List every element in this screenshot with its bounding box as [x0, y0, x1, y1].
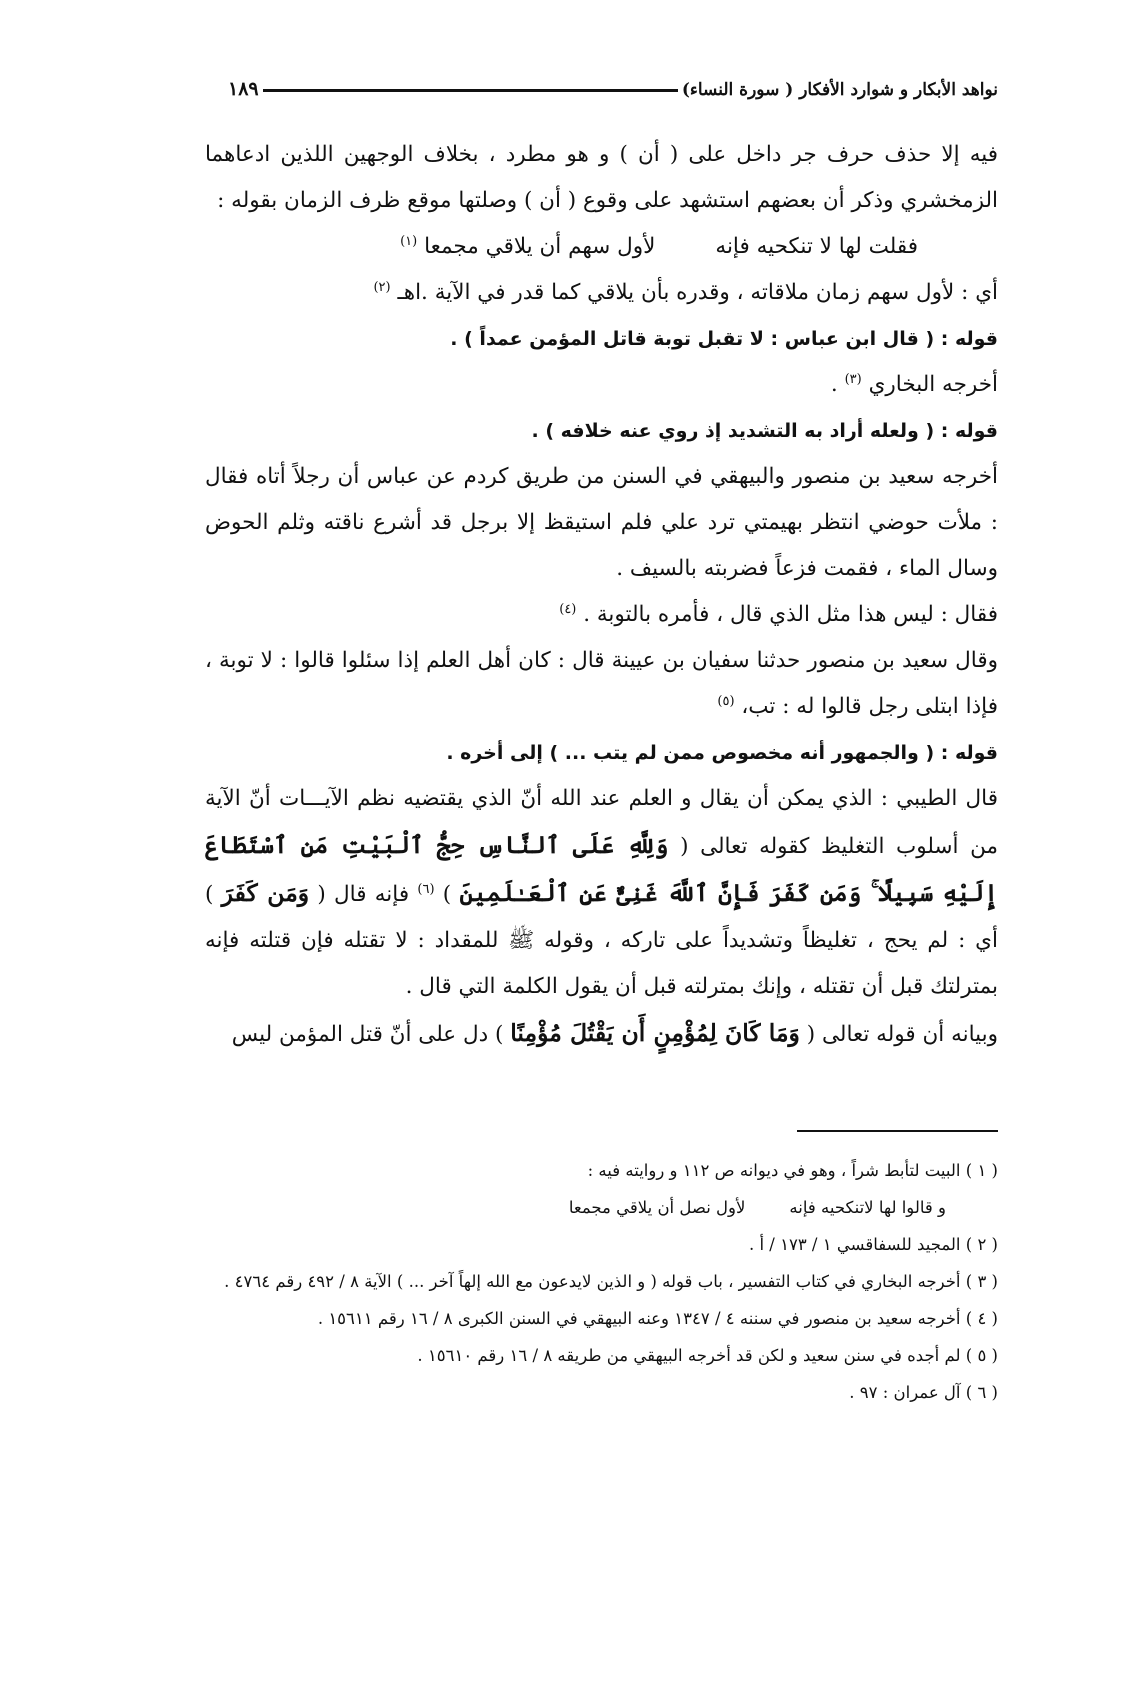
verse-second-hemistich: لأول سهم أن يلاقي مجمعا $^{(١)}$	[400, 233, 656, 259]
footnote-ref-6: (٦)	[417, 881, 435, 897]
footnote-ref-3: (٣)	[844, 371, 862, 387]
paragraph-3: أخرجه البخاري $^{(٣)}$ .	[830, 371, 998, 397]
footnote-1-verse	[205, 1189, 998, 1226]
paragraph-2: أي : لأول سهم زمان ملاقاته ، وقدره بأن يلاقي كما قدر في الآية .اهـ $^{(٢)}$	[373, 279, 998, 305]
paragraph-8: وبيانه أن قوله تعالى ( وَمَا كَانَ لِمُؤْمِنٍ أَن يَقْتُلَ مُؤْمِنًا ) دل على أنّ قتل المؤمن ليس	[231, 1019, 998, 1047]
paragraph-7: قال الطيبي : الذي يمكن أن يقال و العلم عند الله أنّ الذي يقتضيه نظم الآيـــات أنّ الآية من أسلوب التغليظ كقوله تعالى ( وَلِلَّهِ عَلَى ٱلنَّاسِ حِجُّ ٱلْبَيْتِ مَنِ ٱسْتَطَاعَ إِلَيْهِ سَبِيلًا ۚ وَمَن كَفَرَ فَإِنَّ ٱللَّهَ غَنِىٌّ عَنِ ٱلْعَـٰلَمِينَ ) $^{(٦)}$ فإنه قال ( وَمَن كَفَرَ ) أي : لم يحج ، تغليظاً وتشديداً على تاركه ، وقوله ﷺ للمقداد : لا تقتله فإن قتلته فإنه بمترلتك قبل أن تقتله ، وإنك بمترلته قبل أن يقول الكلمة التي قال .	[205, 786, 999, 999]
footnotes	[205, 1152, 998, 1411]
heading-3: قوله : ( والجمهور أنه مخصوص ممن لم يتب ... ) إلى أخره .	[446, 742, 998, 764]
poetry-verse	[205, 224, 998, 270]
footnote-separator	[797, 1130, 998, 1132]
header-title: نواهد الأبكار و شوارد الأفكار ( سورة النساء)	[681, 80, 998, 100]
footnote-ref-4: (٤)	[559, 601, 577, 617]
footnote-ref-5: (٥)	[717, 693, 735, 709]
verse-first-hemistich: فقلت لها لا تنكحيه فإنه	[715, 234, 918, 259]
quran-verse-2: وَمَن كَفَرَ	[221, 879, 310, 907]
quran-verse-1: وَلِلَّهِ عَلَى ٱلنَّاسِ حِجُّ ٱلْبَيْتِ مَنِ ٱسْتَطَاعَ إِلَيْهِ سَبِيلًا ۚ وَمَن كَفَرَ فَإِنَّ ٱللَّهَ غَنِىٌّ عَنِ ٱلْعَـٰلَمِينَ	[205, 831, 998, 907]
footnote-3: ( ٣ ) أخرجه البخاري في كتاب التفسير ، باب قوله ( و الذين لايدعون مع الله إلهاً آخر ... ) الآية ٨ / ٤٩٢ رقم ٤٧٦٤ .	[224, 1272, 998, 1291]
running-header	[228, 66, 998, 100]
footnote-ref-1: (١)	[400, 233, 418, 249]
quran-verse-3: وَمَا كَانَ لِمُؤْمِنٍ أَن يَقْتُلَ مُؤْمِنًا	[510, 1019, 800, 1047]
header-rule	[263, 89, 678, 92]
footnote-ref-2: (٢)	[373, 279, 391, 295]
footnote-4: ( ٤ ) أخرجه سعيد بن منصور في سننه ٤ / ١٣٤٧ وعنه البيهقي في السنن الكبرى ٨ / ١٦ رقم ١٥٦١١ .	[317, 1309, 998, 1328]
fn-verse-first: و قالوا لها لاتنكحيه فإنه	[789, 1198, 946, 1217]
heading-1: قوله : ( قال ابن عباس : لا تقبل توبة قاتل المؤمن عمداً ) .	[450, 328, 998, 350]
fn-verse-second: لأول نصل أن يلاقي مجمعا	[568, 1198, 746, 1217]
body-text	[205, 132, 998, 1058]
paragraph-4: أخرجه سعيد بن منصور والبيهقي في السنن من طريق كردم عن عباس أن رجلاً أتاه فقال : ملأت حوضي انتظر بهيمتي ترد علي فلم استيقظ إلا برجل قد أشرع ناقته وثلم الحوض وسال الماء ، فقمت فزعاً فضربته بالسيف .	[205, 464, 998, 581]
page-number: ١٨٩	[228, 78, 259, 100]
footnote-6: ( ٦ ) آل عمران : ٩٧ .	[849, 1383, 998, 1402]
paragraph-6: وقال سعيد بن منصور حدثنا سفيان بن عيينة قال : كان أهل العلم إذا سئلوا قالوا : لا توبة ، فإذا ابتلى رجل قالوا له : تب، $^{(٥)}$	[205, 648, 998, 719]
footnote-2: ( ٢ ) المجيد للسفاقسي ١ / ١٧٣ / أ .	[748, 1235, 998, 1254]
heading-2: قوله : ( ولعله أراد به التشديد إذ روي عنه خلافه ) .	[531, 420, 998, 442]
paragraph-5: فقال : ليس هذا مثل الذي قال ، فأمره بالتوبة . $^{(٤)}$	[559, 601, 998, 627]
footnote-5: ( ٥ ) لم أجده في سنن سعيد و لكن قد أخرجه البيهقي من طريقه ٨ / ١٦ رقم ١٥٦١٠ .	[417, 1346, 998, 1365]
paragraph-1: فيه إلا حذف حرف جر داخل على ( أن ) و هو مطرد ، بخلاف الوجهين اللذين ادعاهما الزمخشري وذكر أن بعضهم استشهد على وقوع ( أن ) وصلتها موقع ظرف الزمان بقوله :	[205, 142, 998, 213]
footnote-1: ( ١ ) البيت لتأبط شراً ، وهو في ديوانه ص ١١٢ و روايته فيه :	[587, 1161, 998, 1180]
